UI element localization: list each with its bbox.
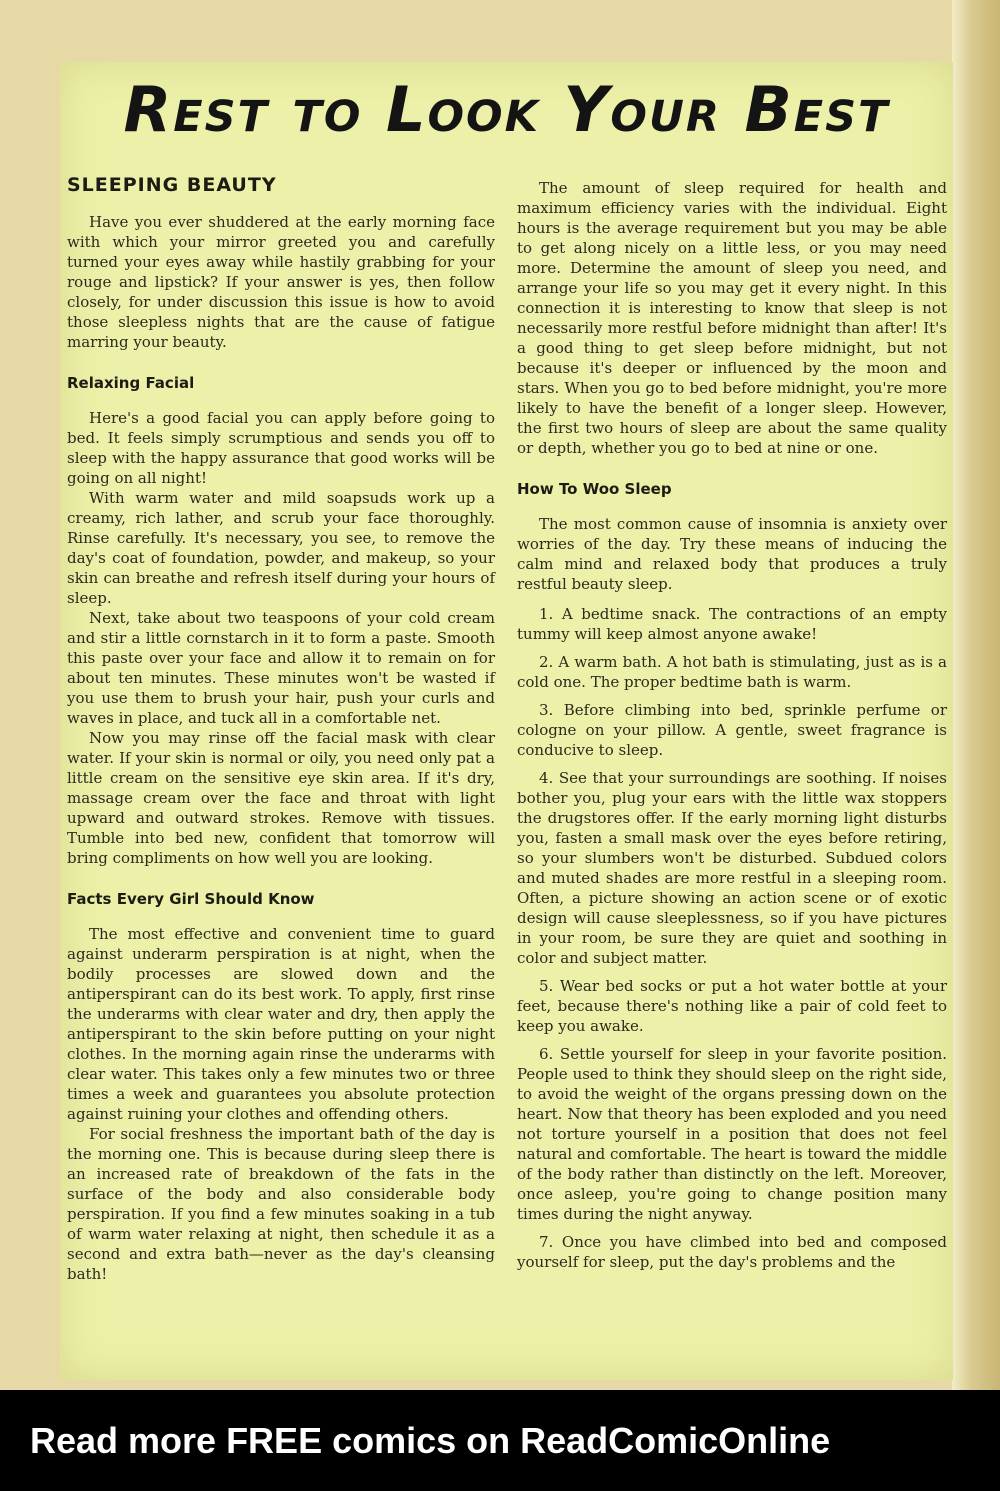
tip-item: 1. A bedtime snack. The contractions of an empty tummy will keep almost anyone awake! bbox=[517, 605, 947, 643]
left-column bbox=[67, 172, 495, 1284]
facial-paragraph: With warm water and mild soapsuds work up a creamy, rich lather, and scrub your face thoroughly. Rinse carefully. It's necessary, you see, to remove the day's coat of foundation, powder, and makeup, so your skin can breathe and refresh itself during your hours of sleep. bbox=[67, 489, 495, 607]
sleep-amount-paragraph: The amount of sleep required for health and maximum efficiency varies with the individual. Eight hours is the average requirement but you may be able to get along nicely on a little less, or you may need more. Determine the amount of sleep you need, and arrange your life so you may get it every night. In this connection it is interesting to know that sleep is not necessarily more restful before midnight than after! It's a good thing to get sleep before midnight, but not because it's deeper or influenced by the moon and stars. When you go to bed before midnight, you're more likely to have the benefit of a longer sleep. However, the first two hours of sleep are about the same quality or depth, whether you go to bed at nine or one. bbox=[517, 179, 947, 457]
tip-item: 6. Settle yourself for sleep in your favorite position. People used to think they should sleep on the right side, to avoid the weight of the organs pressing down on the heart. Now that theory has been exploded and you need not torture yourself in a position that does not feel natural and comfortable. The heart is toward the middle of the body rather than distinctly on the left. Moreover, once asleep, you're going to change position many times during the night anyway. bbox=[517, 1045, 947, 1223]
tip-item: 2. A warm bath. A hot bath is stimulating, just as is a cold one. The proper bedtime bath is warm. bbox=[517, 653, 947, 691]
facial-paragraph: Now you may rinse off the facial mask with clear water. If your skin is normal or oily, you need only pat a little cream on the sensitive eye skin area. If it's dry, massage cream over the face and throat with light upward and outward strokes. Remove with tissues. Tumble into bed new, confident that tomorrow will bring compliments on how well you are looking. bbox=[67, 729, 495, 867]
heading-how-to-woo-sleep: How To Woo Sleep bbox=[517, 480, 672, 498]
page-title: Rest to Look Your Best bbox=[123, 73, 890, 146]
tip-item: 7. Once you have climbed into bed and composed yourself for sleep, put the day's problems and the bbox=[517, 1233, 947, 1271]
facial-paragraph: Next, take about two teaspoons of your cold cream and stir a little cornstarch in it to form a paste. Smooth this paste over your face and allow it to remain on for about ten minutes. These minutes won't be wasted if you use them to brush your hair, push your curls and waves in place, and tuck all in a comfortable net. bbox=[67, 609, 495, 727]
tip-item: 5. Wear bed socks or put a hot water bottle at your feet, because there's nothing like a pair of cold feet to keep you awake. bbox=[517, 977, 947, 1035]
facts-paragraph: For social freshness the important bath of the day is the morning one. This is because during sleep there is an increased rate of breakdown of the fats in the surface of the body and also considerable body perspiration. If you find a few minutes soaking in a tub of warm water relaxing at night, then schedule it as a second and extra bath—never as the day's cleansing bath! bbox=[67, 1125, 495, 1283]
heading-facts: Facts Every Girl Should Know bbox=[67, 890, 315, 908]
intro-paragraph: Have you ever shuddered at the early morning face with which your mirror greeted you and carefully turned your eyes away while hastily grabbing for your rouge and lipstick? If your answer is yes, then follow closely, for under discussion this issue is how to avoid those sleepless nights that are the cause of fatigue marring your beauty. bbox=[67, 213, 495, 351]
facts-paragraph: The most effective and convenient time to guard against underarm perspiration is at night, when the bodily processes are slowed down and the antiperspirant can do its best work. To apply, first rinse the underarms with clear water and dry, then apply the antiperspirant to the skin before putting on your night clothes. In the morning again rinse the underarms with clear water. This takes only a few minutes two or three times a week and guarantees you absolute protection against ruining your clothes and offending others. bbox=[67, 925, 495, 1123]
facial-paragraph: Here's a good facial you can apply before going to bed. It feels simply scrumptious and sends you off to sleep with the happy assurance that good works will be going on all night! bbox=[67, 409, 495, 487]
heading-sleeping-beauty: SLEEPING BEAUTY bbox=[67, 174, 277, 196]
promo-banner: Read more FREE comics on ReadComicOnline bbox=[0, 1390, 1000, 1491]
tip-item: 3. Before climbing into bed, sprinkle perfume or cologne on your pillow. A gentle, sweet fragrance is conducive to sleep. bbox=[517, 701, 947, 759]
paper-edge bbox=[952, 0, 1000, 1390]
tip-item: 4. See that your surroundings are soothing. If noises bother you, plug your ears with the little wax stoppers the drugstores offer. If the early morning light disturbs you, fasten a small mask over the eyes before retiring, so your slumbers won't be disturbed. Subdued colors and muted shades are more restful in a sleeping room. Often, a picture showing an action scene or of exotic design will cause sleeplessness, so if you have pictures in your room, be sure they are quiet and soothing in color and subject matter. bbox=[517, 769, 947, 967]
heading-relaxing-facial: Relaxing Facial bbox=[67, 374, 195, 392]
right-column bbox=[517, 178, 947, 1280]
woo-intro-paragraph: The most common cause of insomnia is anxiety over worries of the day. Try these means of inducing the calm mind and relaxed body that produces a truly restful beauty sleep. bbox=[517, 515, 947, 593]
